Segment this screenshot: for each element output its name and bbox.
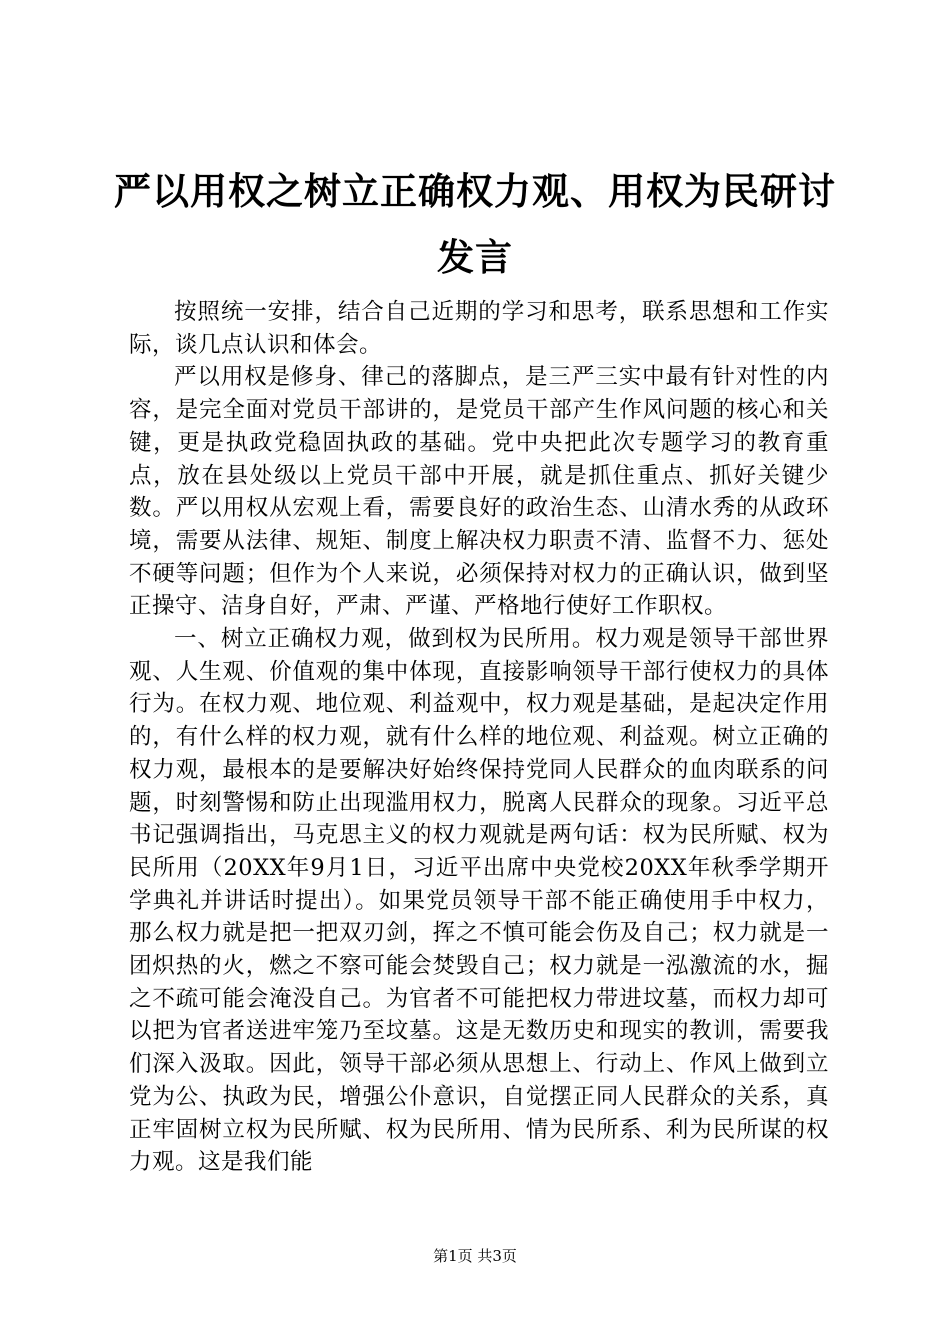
document-body (129, 296, 829, 1179)
page-number-footer: 第1页 共3页 (433, 1247, 517, 1265)
paragraph-intro: 按照统一安排，结合自己近期的学习和思考，联系思想和工作实际，谈几点认识和体会。 (129, 299, 829, 358)
paragraph-section-one: 一、树立正确权力观，做到权为民所用。权力观是领导干部世界观、人生观、价值观的集中体现，直接影响领导干部行使权力的具体行为。在权力观、地位观、利益观中，权力观是基础，是起决定作用的，有什么样的权力观，就有什么样的地位观、利益观。树立正确的权力观，最根本的是要解决好始终保持党同人民群众的血肉联系的问题，时刻警惕和防止出现滥用权力，脱离人民群众的现象。习近平总书记强调指出，马克思主义的权力观就是两句话：权为民所赋、权为民所用（20XX年9月1日，习近平出席中央党校20XX年秋季学期开学典礼并讲话时提出）。如果党员领导干部不能正确使用手中权力，那么权力就是把一把双刃剑，挥之不慎可能会伤及自己；权力就是一团炽热的火，燃之不察可能会焚毁自己；权力就是一泓激流的水，掘之不疏可能会淹没自己。为官者不可能把权力带进坟墓，而权力却可以把为官者送进牢笼乃至坟墓。这是无数历史和现实的教训，需要我们深入汲取。因此，领导干部必须从思想上、行动上、作风上做到立党为公、执政为民，增强公仆意识，自觉摆正同人民群众的关系，真正牢固树立权为民所赋、权为民所用、情为民所系、利为民所谋的权力观。这是我们能 (129, 626, 829, 1176)
document-title: 严以用权之树立正确权力观、用权为民研讨发言 (114, 169, 836, 279)
paragraph-strict-use-of-power: 严以用权是修身、律己的落脚点，是三严三实中最有针对性的内容，是完全面对党员干部讲的，是党员干部产生作风问题的核心和关键，更是执政党稳固执政的基础。党中央把此次专题学习的教育重点，放在县处级以上党员干部中开展，就是抓住重点、抓好关键少数。严以用权从宏观上看，需要良好的政治生态、山清水秀的从政环境，需要从法律、规矩、制度上解决权力职责不清、监督不力、惩处不硬等问题；但作为个人来说，必须保持对权力的正确认识，做到坚正操守、洁身自好，严肃、严谨、严格地行使好工作职权。 (129, 364, 829, 620)
